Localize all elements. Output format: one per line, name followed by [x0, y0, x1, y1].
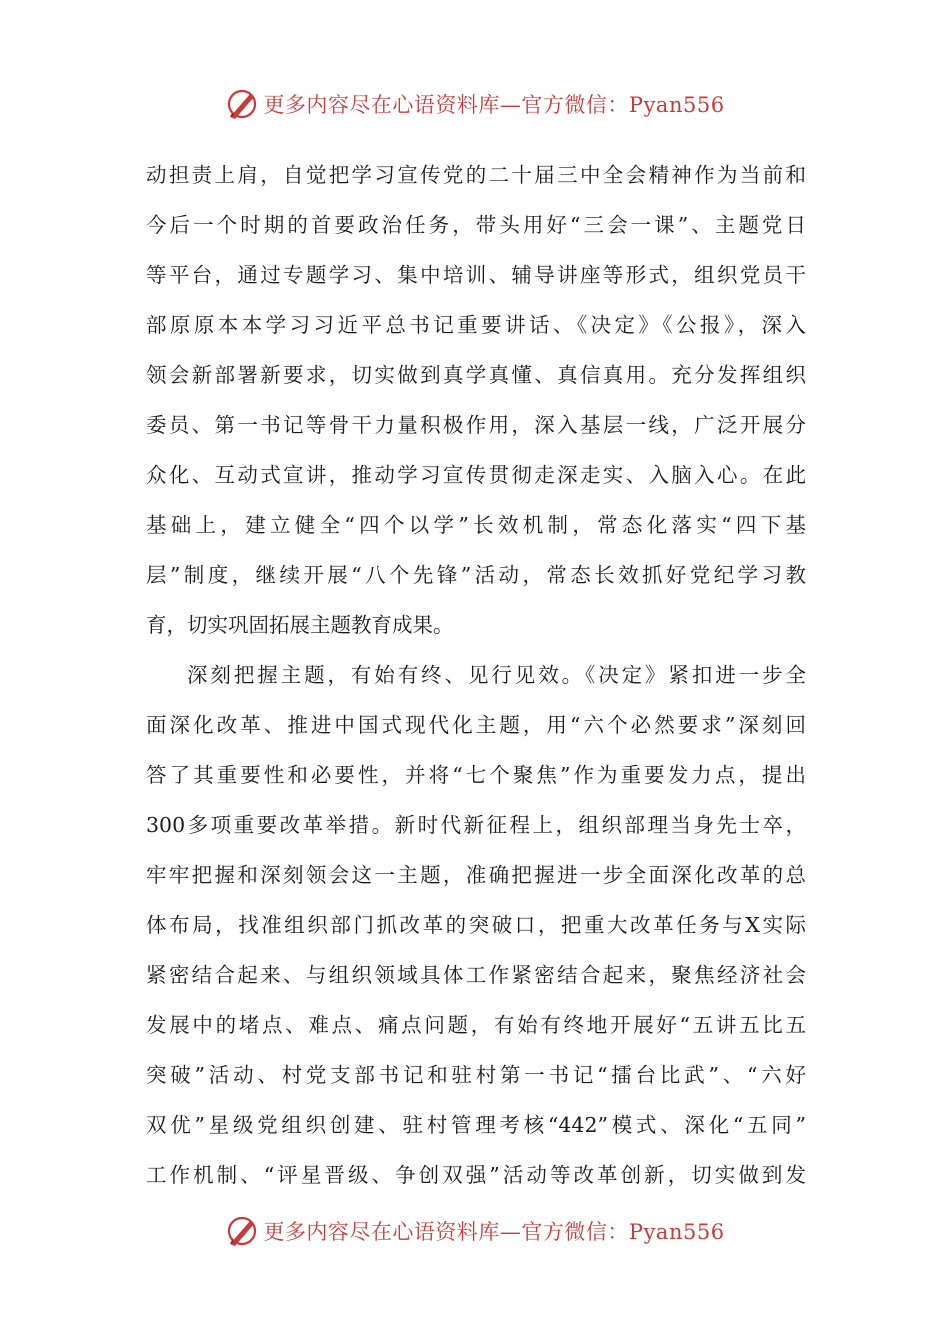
- text-line: 突破”活动、村党支部书记和驻村第一书记“擂台比武”、“六好: [146, 1063, 806, 1087]
- text-line: 众化、互动式宣讲，推动学习宣传贯彻走深走实、入脑入心。在此: [146, 463, 806, 487]
- footer-watermark-banner: [0, 1211, 950, 1251]
- text-line: 等平台，通过专题学习、集中培训、辅导讲座等形式，组织党员干: [146, 263, 806, 287]
- paragraph-2: [146, 650, 806, 1200]
- text-line: 答了其重要性和必要性，并将“七个聚焦”作为重要发力点，提出: [146, 763, 806, 787]
- text-line: 基础上，建立健全“四个以学”长效机制，常态化落实“四下基: [146, 513, 806, 537]
- text-line: 体布局，找准组织部门抓改革的突破口，把重大改革任务与X实际: [146, 913, 806, 937]
- text-line: 300多项重要改革举措。新时代新征程上，组织部理当身先士卒，: [146, 813, 806, 837]
- text-line: 发展中的堵点、难点、痛点问题，有始有终地开展好“五讲五比五: [146, 1013, 806, 1037]
- text-line: 层”制度，继续开展“八个先锋”活动，常态长效抓好党纪学习教: [146, 563, 806, 587]
- text-line: 牢牢把握和深刻领会这一主题，准确把握进一步全面深化改革的总: [146, 863, 806, 887]
- footer-banner-text: 更多内容尽在心语资料库—官方微信：Pyan556: [263, 1220, 725, 1244]
- text-line: 领会新部署新要求，切实做到真学真懂、真信真用。充分发挥组织: [146, 363, 806, 387]
- header-watermark-banner: [0, 84, 950, 124]
- text-line: 深刻把握主题，有始有终、见行见效。《决定》紧扣进一步全: [187, 663, 806, 687]
- text-line: 育，切实巩固拓展主题教育成果。: [146, 613, 454, 637]
- text-line: 部原原本本学习习近平总书记重要讲话、《决定》《公报》，深入: [146, 313, 806, 337]
- text-line: 工作机制、“评星晋级、争创双强”活动等改革创新，切实做到发: [146, 1163, 806, 1187]
- text-line: 面深化改革、推进中国式现代化主题，用“六个必然要求”深刻回: [146, 713, 806, 737]
- document-body: [146, 150, 806, 1200]
- pen-logo-icon: [225, 1214, 259, 1248]
- pen-logo-icon: [225, 87, 259, 121]
- text-line: 今后一个时期的首要政治任务，带头用好“三会一课”、主题党日: [146, 213, 806, 237]
- text-line: 委员、第一书记等骨干力量积极作用，深入基层一线，广泛开展分: [146, 413, 806, 437]
- text-line: 动担责上肩，自觉把学习宣传党的二十届三中全会精神作为当前和: [146, 163, 806, 187]
- header-banner-text: 更多内容尽在心语资料库—官方微信：Pyan556: [263, 93, 725, 117]
- paragraph-1: [146, 150, 806, 650]
- text-line: 紧密结合起来、与组织领域具体工作紧密结合起来，聚焦经济社会: [146, 963, 806, 987]
- text-line: 双优”星级党组织创建、驻村管理考核“442”模式、深化“五同”: [146, 1113, 806, 1137]
